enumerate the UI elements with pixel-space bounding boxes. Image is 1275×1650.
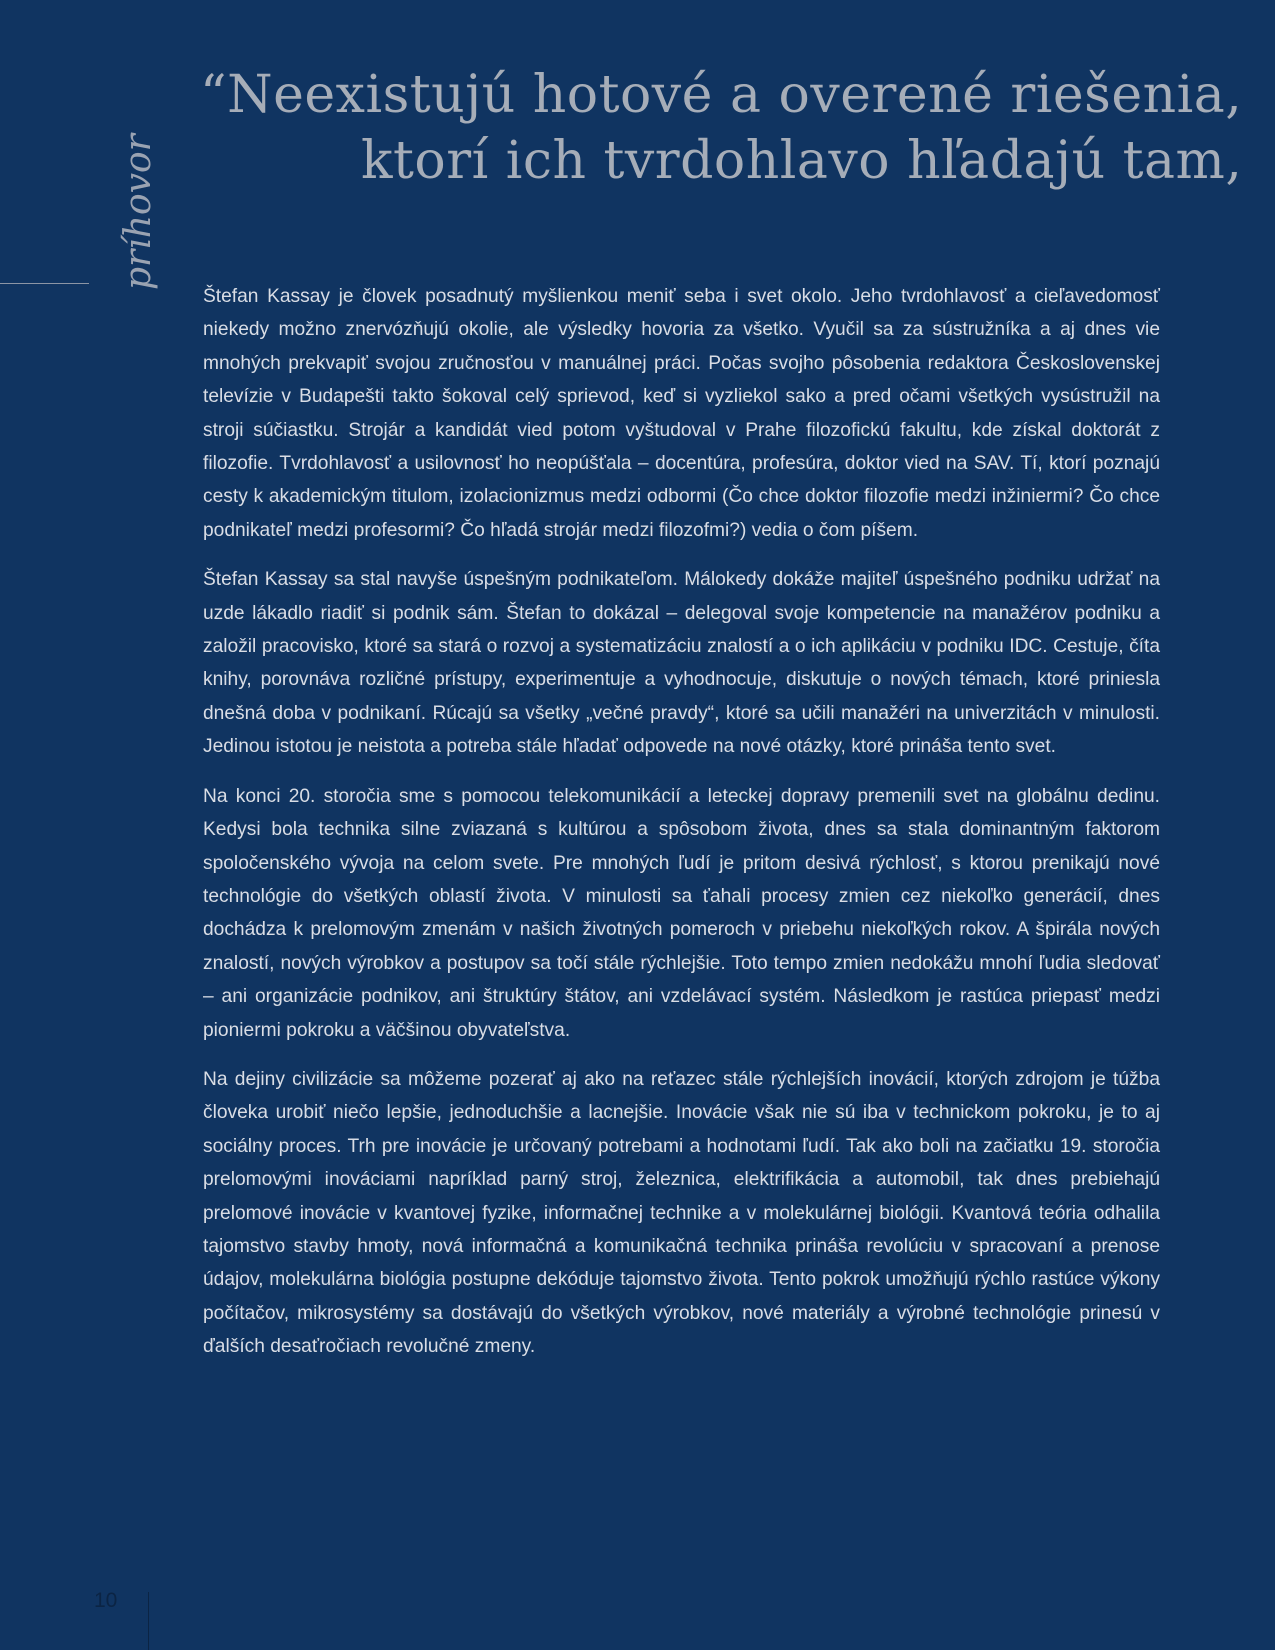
paragraph: Štefan Kassay sa stal navyše úspešným podnikateľom. Málokedy dokáže majiteľ úspešného podniku udržať na uzde lákadlo riadiť si podnik sám. Štefan to dokázal – delegoval svoje kompetencie na manažérov podniku a založil pracovisko, ktoré sa stará o rozvoj a systematizáciu znalostí a o ich aplikáciu v podniku IDC. Cestuje, číta knihy, porovnáva rozličné prístupy, experimentuje a vyhodnocuje, diskutuje o nových témach, ktoré priniesla dnešná doba v podnikaní. Rúcajú sa všetky „večné pravdy“, ktoré sa učili manažéri na univerzitách v minulosti. Jedinou istotou je neistota a potreba stále hľadať odpovede na nové otázky, ktoré prináša tento svet. bbox=[203, 569, 1160, 758]
page-number: 10 bbox=[94, 1589, 118, 1612]
paragraph: Štefan Kassay je človek posadnutý myšlienkou meniť seba i svet okolo. Jeho tvrdohlavosť a cieľavedomosť niekedy možno znervózňujú okolie, ale výsledky hovoria za všetko. Vyučil sa za sústružníka a aj dnes vie mnohých prekvapiť svojou zručnosťou v manuálnej práci. Počas svojho pôsobenia redaktora Československej televízie v Budapešti takto šokoval celý sprievod, keď si vyzliekol sako a pred očami všetkých vysústružil na stroji súčiastku. Strojár a kandidát vied potom vyštudoval v Prahe filozofickú fakultu, kde získal doktorát z filozofie. Tvrdohlavosť a usilovnosť ho neopúšťala – docentúra, profesúra, doktor vied na SAV. Tí, ktorí poznajú cesty k akademickým titulom, izolacionizmus medzi odbormi (Čo chce doktor filozofie medzi inžiniermi? Čo chce podnikateľ medzi profesormi? Čo hľadá strojár medzi filozofmi?) vedia o čom píšem. bbox=[203, 286, 1160, 541]
section-divider bbox=[0, 283, 89, 284]
article-body bbox=[203, 280, 1160, 1380]
pull-quote-line-1: “Neexistujú hotové a overené riešenia, bbox=[200, 65, 1243, 125]
paragraph: Na konci 20. storočia sme s pomocou telekomunikácií a leteckej dopravy premenili svet na globálnu dedinu. Kedysi bola technika silne zviazaná s kultúrou a spôsobom života, dnes sa stala dominantným faktorom spoločenského vývoja na celom svete. Pre mnohých ľudí je pritom desivá rýchlosť, s ktorou prenikajú nové technológie do všetkých oblastí života. V minulosti sa ťahali procesy zmien cez niekoľko generácií, dnes dochádza k prelomovým zmenám v našich životných pomeroch v priebehu niekoľkých rokov. A špirála nových znalostí, nových výrobkov a postupov sa točí stále rýchlejšie. Toto tempo zmien nedokážu mnohí ľudia sledovať – ani organizácie podnikov, ani štruktúry štátov, ani vzdelávací systém. Následkom je rastúca priepasť medzi pioniermi pokroku a väčšinou obyvateľstva. bbox=[203, 785, 1160, 1041]
pull-quote-line-2: ktorí ich tvrdohlavo hľadajú tam, bbox=[361, 131, 1243, 191]
pull-quote bbox=[200, 62, 1275, 194]
footer-divider bbox=[148, 1592, 149, 1650]
section-label: príhovor bbox=[118, 134, 159, 290]
paragraph: Na dejiny civilizácie sa môžeme pozerať aj ako na reťazec stále rýchlejších inovácií, ktorých zdrojom je túžba človeka urobiť niečo lepšie, jednoduchšie a lacnejšie. Inovácie však nie sú iba v technickom pokroku, je to aj sociálny proces. Trh pre inovácie je určovaný potrebami a hodnotami ľudí. Tak ako boli na začiatku 19. storočia prelomovými inováciami napríklad parný stroj, železnica, elektrifikácia a automobil, tak dnes prebiehajú prelomové inovácie v kvantovej fyzike, informačnej technike a v molekulárnej biológii. Kvantová teória odhalila tajomstvo stavby hmoty, nová informačná a komunikačná technika prináša revolúciu v spracovaní a prenose údajov, molekulárna biológia postupne dekóduje tajomstvo života. Tento pokrok umožňujú rýchlo rastúce výkony počítačov, mikrosystémy sa dostávajú do všetkých výrobkov, nové materiály a výrobné technológie prinesú v ďalších desaťročiach revolučné zmeny. bbox=[203, 1068, 1160, 1358]
